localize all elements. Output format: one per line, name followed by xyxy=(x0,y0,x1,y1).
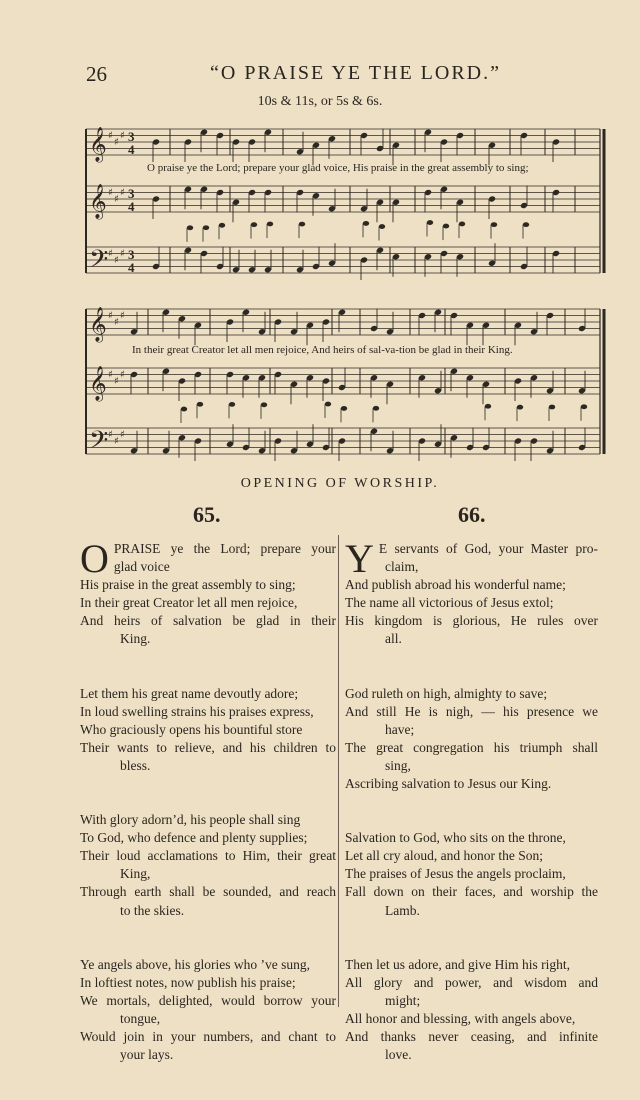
verse-line: Through earth shall be sounded, and reach xyxy=(80,884,336,900)
stanza xyxy=(345,956,598,1065)
score-lyric-line-2: In their great Creator let all men rejoice, And heirs of sal-va-tion be glad in their King. xyxy=(132,344,513,356)
verse-line: Let all cry aloud, and honor the Son; xyxy=(345,848,543,864)
sharp-icon: ♯ xyxy=(114,436,119,447)
note-head xyxy=(219,223,225,228)
sharp-icon: ♯ xyxy=(120,310,125,322)
sharp-icon: ♯ xyxy=(108,429,113,441)
note-head xyxy=(459,222,465,227)
sharp-icon: ♯ xyxy=(120,248,125,260)
score-lyric-line-1: O praise ye the Lord; prepare your glad voice, His praise in the great assembly to sing; xyxy=(147,162,529,174)
section-heading: OPENING OF WORSHIP. xyxy=(240,476,440,491)
verse-line: And heirs of salvation be glad in their xyxy=(80,613,336,629)
note-head xyxy=(251,222,257,227)
verse-line: bless. xyxy=(120,757,151,773)
stanza xyxy=(80,536,336,649)
note-head xyxy=(229,402,235,407)
sharp-icon: ♯ xyxy=(108,369,113,381)
verse-line: Fall down on their faces, and worship the xyxy=(345,884,598,900)
note-head xyxy=(325,402,331,407)
note-head xyxy=(187,225,193,230)
verse-line: His kingdom is glorious, He rules over xyxy=(345,613,598,629)
verse-line: to the skies. xyxy=(120,902,185,918)
verse-line: All honor and blessing, with angels above, xyxy=(345,1010,576,1026)
sharp-icon: ♯ xyxy=(114,137,119,148)
verse-line: PRAISE ye the Lord; prepare your xyxy=(113,541,336,556)
verse-line: Ascribing salvation to Jesus our King. xyxy=(345,776,552,792)
verse-line: And thanks never ceasing, and infinite xyxy=(345,1028,598,1044)
verse-line: love. xyxy=(385,1047,412,1063)
bass-clef-icon: 𝄢 xyxy=(89,245,109,280)
verse-line: have; xyxy=(385,721,415,737)
note-head xyxy=(523,222,529,227)
note-head xyxy=(267,222,273,227)
verse-line: Ye angels above, his glories who ’ve sung, xyxy=(80,956,310,972)
note-head xyxy=(379,224,385,229)
verse-line: Let them his great name devoutly adore; xyxy=(80,685,299,701)
note-head xyxy=(581,404,587,409)
verse-line: With glory adorn’d, his people shall sing xyxy=(80,812,301,828)
drop-cap: O xyxy=(80,536,109,581)
verse-line: In loftiest notes, now publish his praise; xyxy=(80,974,296,990)
verse-line: In loud swelling strains his praises express, xyxy=(80,703,314,719)
sharp-icon: ♯ xyxy=(114,255,119,266)
sharp-icon: ♯ xyxy=(108,187,113,199)
verse-line: All glory and power, and wisdom and xyxy=(345,974,598,990)
treble-clef-icon: 𝄞 xyxy=(89,307,107,342)
note-head xyxy=(517,405,523,410)
verse-line: your lays. xyxy=(120,1047,174,1063)
column-divider xyxy=(338,535,339,1007)
verse-line: And still He is nigh, — his presence we xyxy=(345,703,598,719)
stanza xyxy=(345,829,598,919)
hymn-66-text xyxy=(345,536,598,1100)
treble-clef-icon: 𝄞 xyxy=(89,184,107,219)
verse-line: Then let us adore, and give Him his right, xyxy=(345,956,570,972)
sharp-icon: ♯ xyxy=(108,310,113,322)
note-head xyxy=(197,402,203,407)
page-number: 26 xyxy=(86,62,107,86)
verse-line: His praise in the great assembly to sing; xyxy=(80,577,296,593)
verse-line: glad voice xyxy=(113,559,170,575)
verse-line: sing, xyxy=(385,757,411,773)
hymn-number-66: 66. xyxy=(458,502,486,527)
sharp-icon: ♯ xyxy=(120,187,125,199)
note-head xyxy=(203,225,209,230)
verse-line: might; xyxy=(385,992,421,1008)
time-signature-denominator: 4 xyxy=(128,199,135,214)
stanza xyxy=(345,685,598,794)
hymn-65-text xyxy=(80,536,336,1100)
verse-line: Who graciously opens his bountiful store xyxy=(80,721,303,737)
meter-line: 10s & 11s, or 5s & 6s. xyxy=(257,94,383,109)
bass-clef-icon: 𝄢 xyxy=(89,426,109,461)
hymn-number-65: 65. xyxy=(193,502,221,527)
verse-line: In their great Creator let all men rejoice, xyxy=(80,595,298,611)
sharp-icon: ♯ xyxy=(120,130,125,142)
note-head xyxy=(373,406,379,411)
sharp-icon: ♯ xyxy=(120,369,125,381)
note-head xyxy=(341,406,347,411)
stanza xyxy=(80,956,336,1065)
note-head xyxy=(491,222,497,227)
treble-clef-icon: 𝄞 xyxy=(89,127,107,162)
note-head xyxy=(427,220,433,225)
sharp-icon: ♯ xyxy=(114,194,119,205)
hymn-tune-title: “O PRAISE YE THE LORD.” xyxy=(210,62,501,84)
verse-line: The name all victorious of Jesus extol; xyxy=(345,595,554,611)
stanza xyxy=(345,536,598,649)
verse-line: We mortals, delighted, would borrow your xyxy=(80,992,336,1008)
verse-line: King, xyxy=(120,866,151,882)
note-head xyxy=(299,222,305,227)
stanza xyxy=(80,811,336,920)
verse-line: Salvation to God, who sits on the throne, xyxy=(345,830,566,846)
verse-line: Their wants to relieve, and his children to xyxy=(80,739,336,755)
verse-line: The great congregation his triumph shall xyxy=(345,739,598,755)
time-signature-denominator: 4 xyxy=(128,260,135,275)
verse-line: claim, xyxy=(385,559,419,575)
verse-line: E servants of God, your Master pro- xyxy=(378,541,598,556)
sharp-icon: ♯ xyxy=(108,130,113,142)
drop-cap: Y xyxy=(345,536,374,581)
time-signature-numerator: 3 xyxy=(128,186,135,201)
time-signature-denominator: 4 xyxy=(128,142,135,157)
sharp-icon: ♯ xyxy=(114,376,119,387)
verse-line: To God, who defence and plenty supplies; xyxy=(80,830,308,846)
sharp-icon: ♯ xyxy=(108,248,113,260)
note-head xyxy=(261,402,267,407)
verse-line: The praises of Jesus the angels proclaim, xyxy=(345,866,566,882)
note-head xyxy=(485,404,491,409)
music-score xyxy=(0,0,640,470)
note-head xyxy=(443,224,449,229)
sharp-icon: ♯ xyxy=(114,317,119,328)
verse-line: all. xyxy=(385,631,402,647)
verse-line: King. xyxy=(120,631,151,647)
verse-line: Their loud acclamations to Him, their great xyxy=(80,848,336,864)
time-signature-numerator: 3 xyxy=(128,247,135,262)
verse-line: tongue, xyxy=(120,1010,161,1026)
time-signature-numerator: 3 xyxy=(128,129,135,144)
verse-line: Would join in your numbers, and chant to xyxy=(80,1028,336,1044)
note-head xyxy=(363,221,369,226)
verse-line: God ruleth on high, almighty to save; xyxy=(345,685,548,701)
treble-clef-icon: 𝄞 xyxy=(89,366,107,401)
note-head xyxy=(181,407,187,412)
sharp-icon: ♯ xyxy=(120,429,125,441)
stanza xyxy=(80,685,336,775)
note-head xyxy=(549,405,555,410)
verse-line: And publish abroad his wonderful name; xyxy=(345,577,566,593)
verse-line: Lamb. xyxy=(385,902,420,918)
